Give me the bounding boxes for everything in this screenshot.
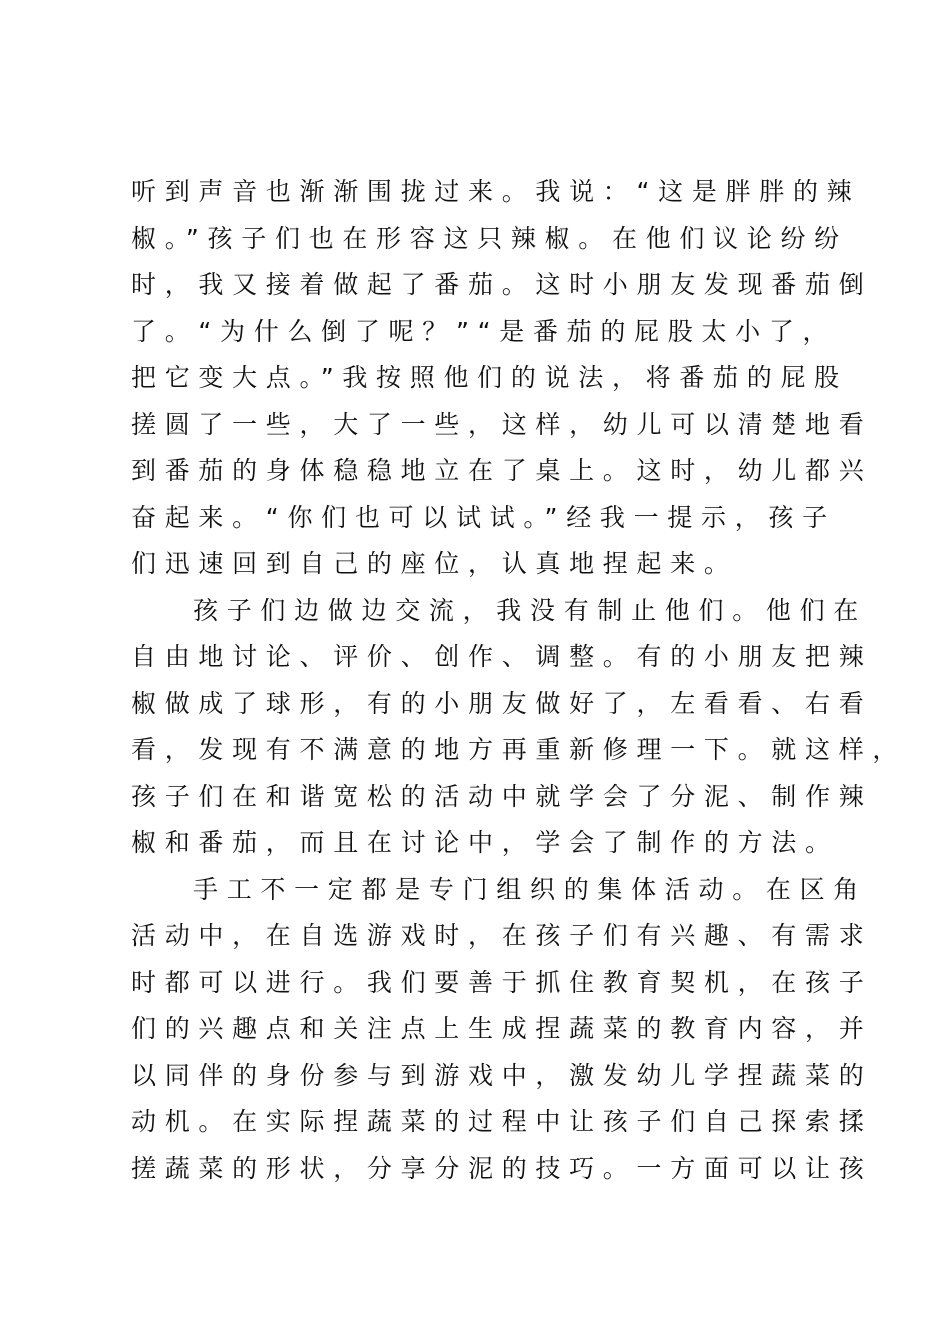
- text-line: 椒做成了球形，有的小朋友做好了，左看看、右看: [131, 688, 873, 718]
- text-line: 看，发现有不满意的地方再重新修理一下。就这样，: [131, 735, 907, 764]
- body-text: [131, 169, 907, 1192]
- text-line: 椒。”孩子们也在形容这只辣椒。在他们议论纷纷: [131, 223, 848, 253]
- text-line: 椒和番茄，而且在讨论中，学会了制作的方法。: [131, 828, 839, 857]
- text-line: 自由地讨论、评价、创作、调整。有的小朋友把辣: [131, 642, 873, 671]
- text-line: 了。“为什么倒了呢？”“是番茄的屁股太小了，: [131, 316, 837, 346]
- text-line: 奋起来。“你们也可以试试。”经我一提示，孩子: [131, 502, 836, 532]
- paragraph-first-line: 手工不一定都是专门组织的集体活动。在区角: [193, 874, 868, 904]
- text-line: 们的兴趣点和关注点上生成捏蔬菜的教育内容，并: [131, 1014, 873, 1043]
- paragraph-first-line: 孩子们边做边交流，我没有制止他们。他们在: [193, 595, 868, 625]
- text-line: 听到声音也渐渐围拢过来。我说：“这是胖胖的辣: [131, 177, 861, 206]
- text-line: 孩子们在和谐宽松的活动中就学会了分泥、制作辣: [131, 781, 873, 811]
- text-line: 活动中，在自选游戏时，在孩子们有兴趣、有需求: [131, 921, 873, 950]
- text-line: 们迅速回到自己的座位，认真地捏起来。: [131, 549, 738, 578]
- text-line: 动机。在实际捏蔬菜的过程中让孩子们自己探索揉: [131, 1107, 873, 1136]
- text-line: 以同伴的身份参与到游戏中，激发幼儿学捏蔬菜的: [131, 1060, 873, 1090]
- text-line: 时，我又接着做起了番茄。这时小朋友发现番茄倒: [131, 270, 873, 299]
- text-line: 到番茄的身体稳稳地立在了桌上。这时，幼儿都兴: [131, 456, 873, 485]
- text-line: 时都可以进行。我们要善于抓住教育契机，在孩子: [131, 967, 873, 997]
- text-line: 把它变大点。”我按照他们的说法，将番茄的屁股: [131, 363, 848, 392]
- text-line: 搓圆了一些，大了一些，这样，幼儿可以清楚地看: [131, 409, 873, 439]
- text-line: 搓蔬菜的形状，分享分泥的技巧。一方面可以让孩: [131, 1153, 873, 1183]
